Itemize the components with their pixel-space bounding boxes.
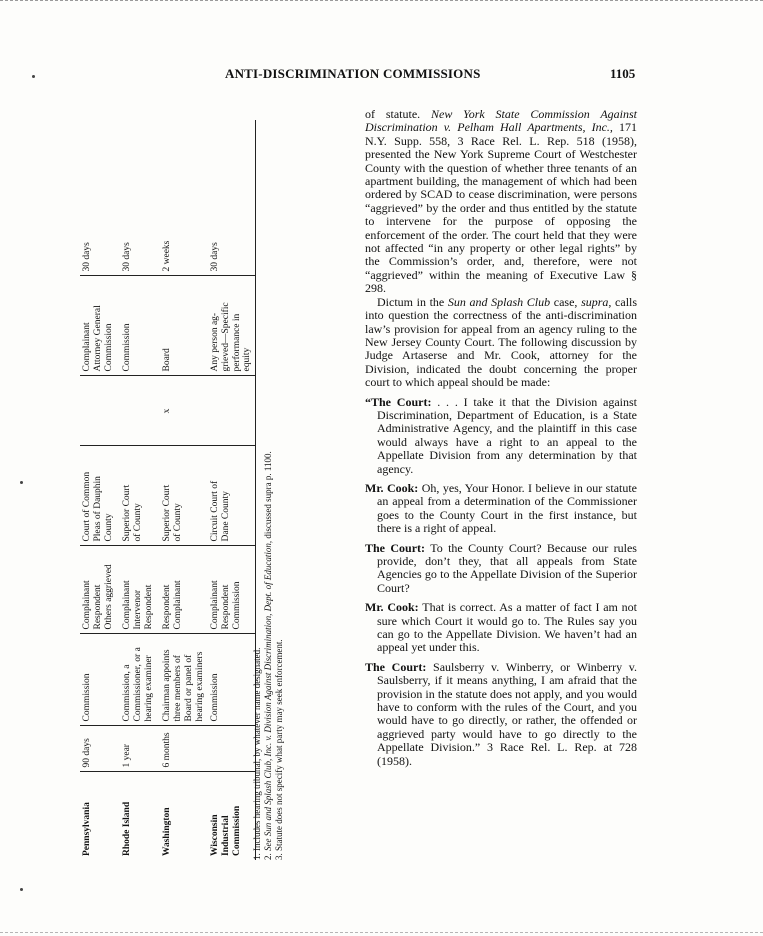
quote-cook: Mr. Cook: Oh, yes, Your Honor. I believe in our statute an appeal from a determination of the Commissioner goes to the County Court in the first instance, but there is a right of appeal. — [365, 480, 638, 536]
state-cell: Pennsylvania — [82, 802, 92, 856]
court-cell: Superior Court of County — [160, 446, 208, 546]
appeal-time-cell: 2 weeks — [160, 120, 208, 276]
footnote-3: 3. Statute does not specify what party may seek enforcement. — [273, 639, 284, 860]
enforce-cell: Complainant Attorney General Commission — [80, 276, 120, 376]
court-cell: Superior Court of County — [120, 446, 160, 546]
footnote-1: 1. Includes hearing tribunal, by whatever name designated. — [252, 647, 262, 860]
enforce-cell: Any person ag- grieved—Specific performance in equity — [208, 276, 256, 376]
table-row — [208, 120, 256, 860]
scan-edge-top — [0, 0, 763, 1]
rotated-table-block — [80, 120, 284, 860]
time-cell — [208, 726, 256, 772]
table-row — [160, 120, 208, 860]
hearing-cell: Commission — [80, 634, 120, 726]
mark-cell — [208, 376, 256, 446]
enforce-cell: Board — [160, 276, 208, 376]
hearing-cell: Commission — [208, 634, 256, 726]
page-number: 1105 — [610, 66, 636, 81]
paragraph: Dictum in the Sun and Splash Club case, supra, calls into question the correctness of the anti-discrimination law’s provision for appeal from an agency ruling to the New Jersey County Court. The following discussion by Judge Artaserse and Mr. Cook, attorney for the Division, indicated the doubt concerning the proper court to which appeal should be made: — [365, 294, 638, 390]
court-cell: Court of Common Pleas of Dauphin County — [80, 446, 120, 546]
mark-cell: x — [160, 376, 208, 446]
enforce-cell: Commission — [120, 276, 160, 376]
parties-cell: Complainant Intervenor Respondent — [120, 546, 160, 634]
quote-court: The Court: To the County Court? Because our rules provide, don’t they, that all appeals from State Agencies go to the Appellate Division of the Superior Court? — [365, 540, 637, 595]
scan-speck — [20, 481, 23, 484]
parties-cell: Complainant Respondent Commission — [208, 546, 256, 634]
time-cell: 1 year — [120, 726, 160, 772]
state-cell: Washington — [162, 807, 172, 856]
scan-speck — [20, 888, 23, 891]
parties-cell: Respondent Complainant — [160, 546, 208, 634]
table-row — [80, 120, 120, 860]
quote-court: The Court: Saulsberry v. Winberry, or Winberry v. Saulsberry, if it means anything, I am afraid that the provision in the statute does not apply, and you would have to conform with the rules of the Court, and you would have to go directly, or rather, the offended or aggrieved party would have to go directly to the Appellate Division.” 3 Race Rel. L. Rep. at 728 (1958). — [365, 659, 638, 768]
mark-cell — [80, 376, 120, 446]
paragraph: of statute. New York State Commission Against Discrimination v. Pelham Hall Apartments, Inc., 171 N.Y. Supp. 558, 3 Race Rel. L. Rep. 518 (1958), presented the New York Supreme Court of Westchester County with the question of whether three tenants of an apartment building, the management of which had been ordered by SCAD to cease discrimination, were persons “aggrieved” by the order and thus entitled by the statute to intervene for the purpose of opposing the enforcement of the order. The court held that they were not affected “in any property or other legal rights” by the Commission’s order, and, therefore, were not “aggrieved” within the meaning of Executive Law § 298. — [365, 107, 637, 296]
body-column — [365, 108, 637, 768]
scan-speck — [32, 75, 35, 78]
table-row — [120, 120, 160, 860]
hearing-cell: Chairman appoints three members of Board or panel of hearing examiners — [160, 634, 208, 726]
appeal-time-cell: 30 days — [120, 120, 160, 276]
time-cell: 6 months — [160, 726, 208, 772]
court-cell: Circuit Court of Dane County — [208, 446, 256, 546]
state-cell: Wisconsin Industrial Commission — [208, 772, 256, 860]
running-head: ANTI-DISCRIMINATION COMMISSIONS — [225, 66, 481, 81]
hearing-cell: Commission, a Commissioner, or a hearing examiner — [120, 634, 160, 726]
time-cell: 90 days — [80, 726, 120, 772]
commission-table — [80, 120, 256, 860]
state-cell: Rhode Island — [122, 801, 132, 856]
footnote-2: 2. See Sun and Splash Club, Inc. v. Division Against Discrimination, Dept. of Education, discussed supra p. 1100. — [262, 451, 273, 860]
appeal-time-cell: 30 days — [208, 120, 256, 276]
quote-court: “The Court: . . . I take it that the Division against Discrimination, Department of Education, is a State Administrative Agency, and the plaintiff in this case would always have a right to an appeal to the Appellate Division from any determination by that agency. — [365, 394, 637, 476]
parties-cell: Complainant Respondent Others aggrieved — [80, 546, 120, 634]
appeal-time-cell: 30 days — [80, 120, 120, 276]
quote-cook: Mr. Cook: That is correct. As a matter of fact I am not sure which Court it would go to. The Rules say you can go to the Appellate Division. We haven’t had an appeal yet under this. — [365, 600, 637, 655]
scan-edge-bottom — [0, 932, 763, 933]
table-footnotes — [252, 120, 284, 860]
mark-cell — [120, 376, 160, 446]
